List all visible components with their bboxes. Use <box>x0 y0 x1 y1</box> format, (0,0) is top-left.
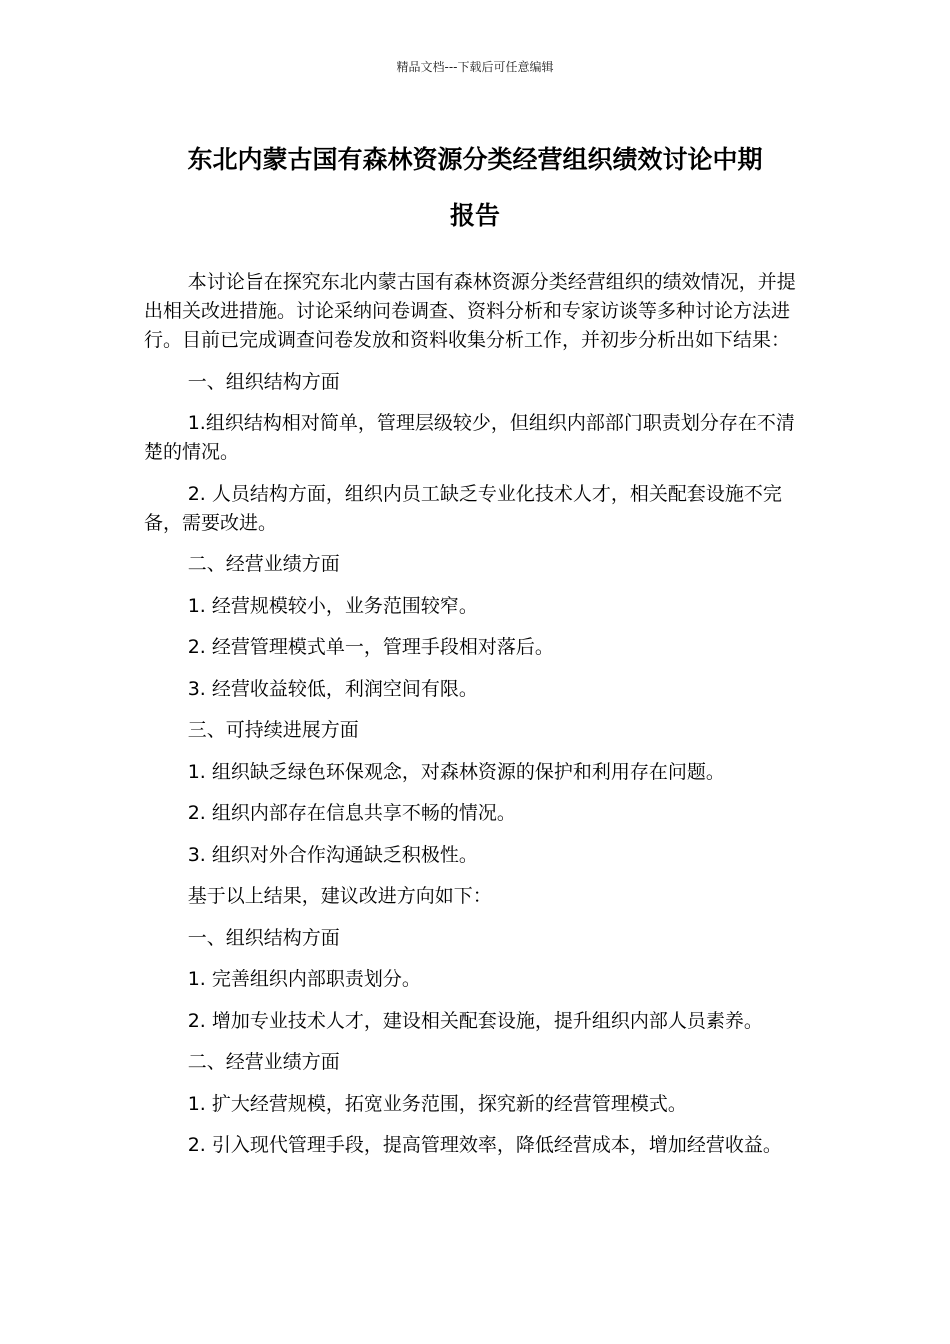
list-item: 3. 经营收益较低，利润空间有限。 <box>187 677 478 700</box>
section-heading: 三、可持续进展方面 <box>187 719 359 741</box>
section-heading: 一、组织结构方面 <box>187 926 340 949</box>
section-heading: 一、组织结构方面 <box>187 370 340 393</box>
section-heading: 二、经营业绩方面 <box>187 553 340 575</box>
document-title <box>140 132 810 244</box>
list-item: 2. 组织内部存在信息共享不畅的情况。 <box>187 802 516 824</box>
list-item: 2. 经营管理模式单一，管理手段相对落后。 <box>187 636 554 658</box>
list-item: 1.组织结构相对简单，管理层级较少，但组织内部部门职责划分存在不清楚的情况。 <box>144 412 795 463</box>
title-line-2: 报告 <box>449 201 500 230</box>
header-note: 精品文档---下载后可任意编辑 <box>396 60 554 74</box>
list-item: 1. 组织缺乏绿色环保观念，对森林资源的保护和利用存在问题。 <box>187 760 725 783</box>
section-heading: 二、经营业绩方面 <box>187 1051 340 1073</box>
list-item: 2. 增加专业技术人才，建设相关配套设施，提升组织内部人员素养。 <box>187 1009 763 1032</box>
list-item: 1. 完善组织内部职责划分。 <box>187 968 421 990</box>
title-line-1: 东北内蒙古国有森林资源分类经营组织绩效讨论中期 <box>187 145 763 174</box>
list-item: 2. 人员结构方面，组织内员工缺乏专业化技术人才，相关配套设施不完备，需要改进。 <box>144 482 782 534</box>
list-item: 1. 经营规模较小，业务范围较窄。 <box>187 594 478 617</box>
document-body <box>144 268 808 1173</box>
list-item: 3. 组织对外合作沟通缺乏积极性。 <box>187 843 478 866</box>
list-item: 1. 扩大经营规模，拓宽业务范围，探究新的经营管理模式。 <box>187 1092 687 1115</box>
list-item: 2. 引入现代管理手段，提高管理效率，降低经营成本，增加经营收益。 <box>187 1134 782 1156</box>
intro-paragraph: 本讨论旨在探究东北内蒙古国有森林资源分类经营组织的绩效情况，并提出相关改进措施。讨论采纳问卷调查、资料分析和专家访谈等多种讨论方法进行。目前已完成调查问卷发放和资料收集分析工作，并初步分析出如下结果： <box>144 271 796 351</box>
recommendation-intro: 基于以上结果，建议改进方向如下： <box>187 885 492 907</box>
